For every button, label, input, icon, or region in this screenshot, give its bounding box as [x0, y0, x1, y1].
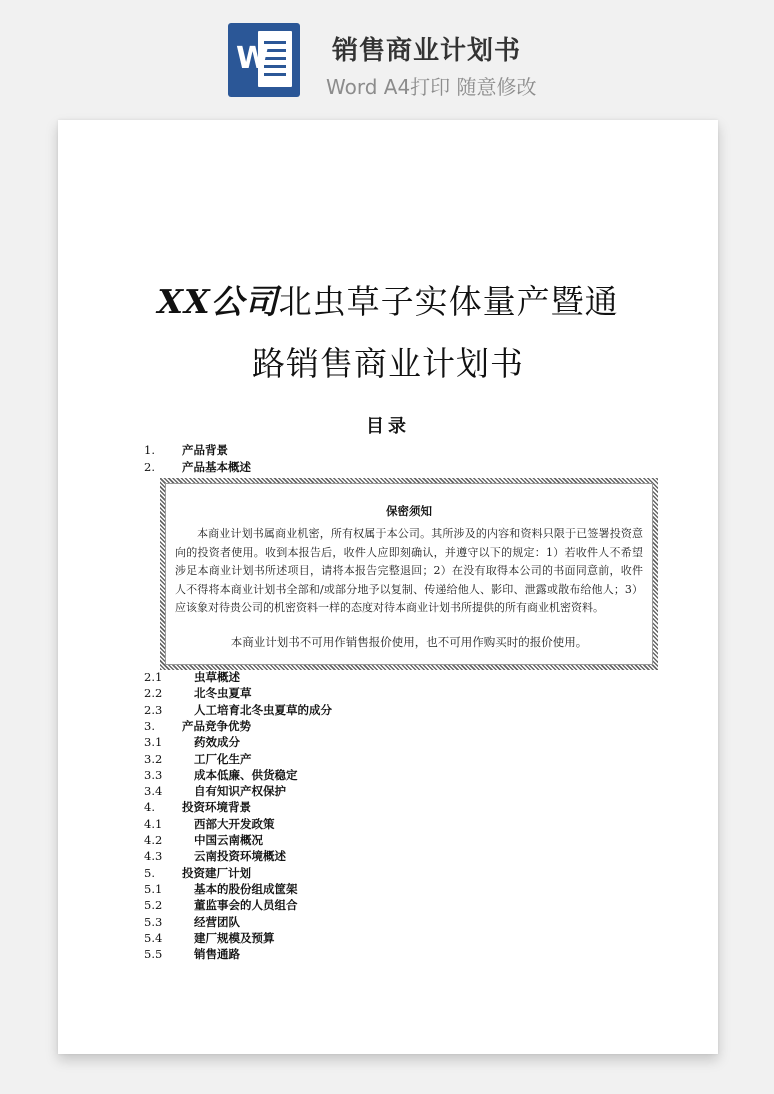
toc-item-number: 4. — [144, 800, 155, 815]
document-title-line-1-text: 北虫草子实体量产暨通 — [278, 282, 619, 321]
toc-item[interactable] — [144, 767, 298, 783]
toc-item-text: 虫草概述 — [194, 670, 240, 684]
toc-item-number: 5.2 — [144, 898, 163, 913]
toc-item-text: 销售通路 — [194, 947, 240, 962]
toc-item-text: 北冬虫夏草 — [194, 686, 252, 701]
toc-item-number: 4.2 — [144, 833, 163, 847]
toc-item-number: 2.1 — [144, 670, 163, 684]
toc-item[interactable] — [144, 734, 240, 750]
toc-item[interactable] — [144, 459, 251, 475]
header-title: 销售商业计划书 — [332, 36, 522, 66]
toc-item-number: 5.4 — [144, 930, 163, 945]
toc-item-text: 产品基本概述 — [182, 459, 251, 474]
toc-item-text: 产品背景 — [182, 443, 228, 457]
toc-item-text: 自有知识产权保护 — [194, 784, 286, 799]
document-title-line-2: 路销售商业计划书 — [252, 344, 524, 383]
toc-item[interactable] — [144, 718, 251, 734]
toc-item-number: 5.1 — [144, 881, 163, 896]
notice-footer: 本商业计划书不可用作销售报价使用，也不可用作购买时的报价使用。 — [230, 635, 588, 649]
toc-item-text: 人工培育北冬虫夏草的成分 — [194, 702, 332, 717]
toc-item[interactable] — [144, 783, 286, 799]
toc-item-text: 云南投资环境概述 — [194, 849, 286, 864]
toc-item[interactable] — [144, 702, 332, 718]
page-header — [0, 0, 774, 112]
header-subtitle: Word A4打印 随意修改 — [326, 75, 537, 99]
toc-item-text: 工厂化生产 — [194, 751, 252, 766]
confidentiality-notice — [160, 478, 658, 670]
toc-item[interactable] — [144, 669, 240, 685]
toc-item[interactable] — [144, 897, 298, 913]
toc-item[interactable] — [144, 946, 240, 962]
toc-item[interactable] — [144, 914, 240, 930]
toc-heading: 目录 — [366, 416, 410, 437]
toc-item[interactable] — [144, 816, 275, 832]
toc-item[interactable] — [144, 881, 298, 897]
toc-item[interactable] — [144, 848, 286, 864]
toc-item-number: 3. — [144, 718, 155, 733]
toc-item-number: 5.3 — [144, 914, 163, 929]
toc-item-text: 中国云南概况 — [194, 833, 263, 847]
toc-item-number: 3.1 — [144, 735, 163, 750]
toc-item-text: 投资环境背景 — [182, 800, 251, 815]
toc-item-text: 投资建厂计划 — [182, 865, 251, 880]
toc-item-number: 3.2 — [144, 751, 163, 766]
toc-item[interactable] — [144, 685, 252, 701]
toc-item-number: 3.3 — [144, 767, 163, 782]
toc-item-number: 1. — [144, 443, 155, 457]
word-document-icon — [228, 23, 300, 97]
toc-item-number: 2.2 — [144, 686, 163, 701]
document-page — [58, 120, 718, 1054]
toc-item[interactable] — [144, 442, 228, 458]
toc-item-text: 经营团队 — [194, 914, 240, 929]
toc-item-text: 基本的股份组成筐架 — [194, 881, 298, 896]
toc-item[interactable] — [144, 865, 251, 881]
document-title-line-1 — [58, 276, 718, 323]
toc-item-number: 4.3 — [144, 849, 163, 864]
notice-body: 本商业计划书属商业机密，所有权属于本公司。其所涉及的内容和资料只限于已签署投资意向的投资者使用。收到本报告后，收件人应即刻确认，并遵守以下的规定：1）若收件人不希望涉足本商业计划书所述项目，请将本报告完整退回；2）在没有取得本公司的书面同意前，收件人不得将本商业计划书全部和/或部分地予以复制、传递给他人、影印、泄露或散布给他人；3）应该象对待贵公司的机密资料一样的态度对待本商业计划书所提供的所有商业机密资料。 — [175, 527, 643, 614]
toc-item-text: 产品竞争优势 — [182, 718, 251, 733]
toc-item-number: 2. — [144, 459, 155, 474]
toc-item-number: 5. — [144, 865, 155, 880]
word-icon-letter: W — [236, 41, 270, 76]
document-title-company: XX公司 — [157, 282, 279, 321]
toc-item-text: 西部大开发政策 — [194, 816, 275, 831]
toc-item-number: 3.4 — [144, 784, 163, 799]
notice-title: 保密须知 — [386, 504, 432, 518]
toc-item-text: 建厂规模及预算 — [194, 930, 275, 945]
toc-item-number: 5.5 — [144, 947, 163, 962]
toc-item-number: 2.3 — [144, 702, 163, 717]
toc-item-text: 成本低廉、供货稳定 — [194, 767, 298, 782]
toc-item[interactable] — [144, 799, 251, 815]
toc-item-number: 4.1 — [144, 816, 163, 831]
toc-item-text: 药效成分 — [194, 735, 240, 750]
toc-item[interactable] — [144, 832, 263, 848]
toc-item[interactable] — [144, 930, 275, 946]
toc-item[interactable] — [144, 751, 252, 767]
toc-item-text: 董监事会的人员组合 — [194, 898, 298, 913]
